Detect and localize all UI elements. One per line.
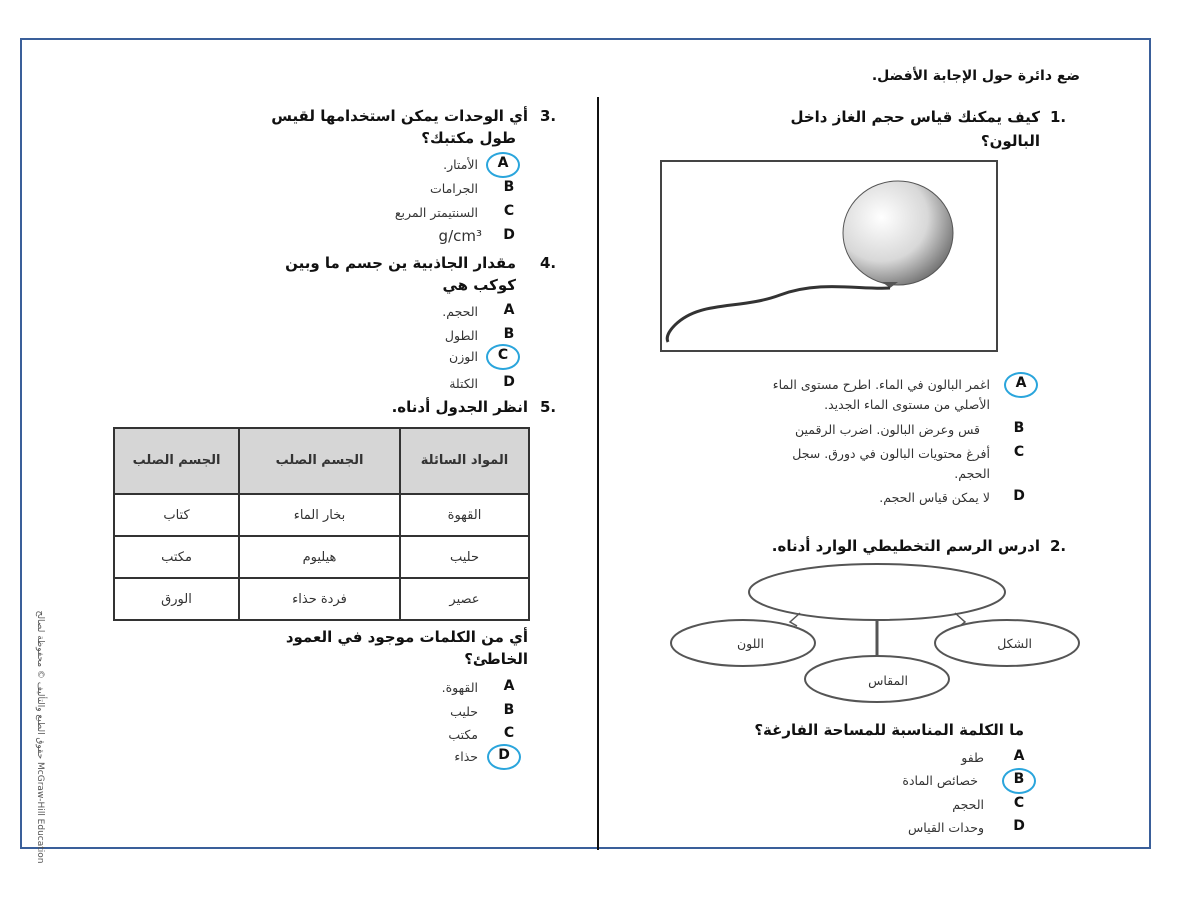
option-q2-a[interactable]: طفو xyxy=(961,750,984,765)
option-letter[interactable]: A xyxy=(503,302,515,318)
question-5-followup-line2: الخاطئ؟ xyxy=(464,650,528,668)
option-letter[interactable]: A xyxy=(497,155,509,171)
option-letter[interactable]: D xyxy=(503,374,515,390)
option-letter[interactable]: B xyxy=(503,326,515,342)
option-q1-d[interactable]: لا يمكن قياس الحجم. xyxy=(879,490,990,505)
option-letter[interactable]: C xyxy=(1013,795,1025,811)
table-cell: كتاب xyxy=(114,494,239,536)
question-5-followup-line1: أي من الكلمات موجود في العمود xyxy=(285,628,528,646)
question-2-text: ادرس الرسم التخطيطي الوارد أدناه. xyxy=(771,537,1040,555)
question-4-text-line1: مقدار الجاذبية ين جسم ما وبين xyxy=(285,254,516,272)
question-3-text-line2: طول مكتبك؟ xyxy=(421,129,516,147)
option-letter[interactable]: D xyxy=(1013,488,1025,504)
table-cell: بخار الماء xyxy=(239,494,400,536)
option-q1-c-line1[interactable]: أفرغ محتويات البالون في دورق. سجل xyxy=(792,446,990,461)
option-letter[interactable]: C xyxy=(1013,444,1025,460)
question-4-number: 4. xyxy=(540,254,557,272)
option-q3-b[interactable]: الجرامات xyxy=(430,181,478,196)
option-q3-a[interactable]: الأمتار. xyxy=(443,157,478,172)
option-letter[interactable]: C xyxy=(497,347,509,363)
question-5-number: 5. xyxy=(540,398,557,416)
balloon-image xyxy=(660,160,998,352)
question-4-text-line2: كوكب هي xyxy=(442,276,516,294)
option-q1-b[interactable]: قس وعرض البالون. اضرب الرقمين xyxy=(794,422,980,437)
option-letter[interactable]: D xyxy=(1013,818,1025,834)
table-row xyxy=(114,536,529,578)
question-2-number: 2. xyxy=(1050,537,1067,555)
option-q4-d[interactable]: الكتلة xyxy=(449,376,478,391)
table-cell: القهوة xyxy=(400,494,529,536)
option-letter[interactable]: A xyxy=(1013,748,1025,764)
option-q5-c[interactable]: مكتب xyxy=(448,727,478,742)
table-cell: الورق xyxy=(114,578,239,620)
table-header: الجسم الصلب xyxy=(239,428,400,494)
column-divider xyxy=(597,97,599,850)
table-cell: عصير xyxy=(400,578,529,620)
table-cell: حليب xyxy=(400,536,529,578)
matter-table xyxy=(113,427,530,621)
option-letter[interactable]: C xyxy=(503,203,515,219)
table-cell: هيليوم xyxy=(239,536,400,578)
option-q5-d[interactable]: حذاء xyxy=(454,749,478,764)
question-3-text-line1: أي الوحدات يمكن استخدامها لقيس xyxy=(271,107,528,125)
table-cell: فردة حذاء xyxy=(239,578,400,620)
option-q3-d[interactable]: g/cm³ xyxy=(438,227,482,245)
option-letter[interactable]: B xyxy=(1013,420,1025,436)
option-letter[interactable]: B xyxy=(503,702,515,718)
option-q5-b[interactable]: حليب xyxy=(450,704,478,719)
question-2-followup: ما الكلمة المناسبة للمساحة الفارغة؟ xyxy=(754,721,1024,739)
instructions: ضع دائرة حول الإجابة الأفضل. xyxy=(871,68,1080,84)
diagram-node-color: اللون xyxy=(736,636,764,651)
option-q2-d[interactable]: وحدات القياس xyxy=(908,820,984,835)
diagram-node-size: المقاس xyxy=(868,673,908,688)
option-letter[interactable]: A xyxy=(1015,375,1027,391)
question-1-text-line1: كيف يمكنك قياس حجم الغاز داخل xyxy=(790,108,1040,126)
option-q1-a-line2[interactable]: الأصلي من مستوى الماء الجديد. xyxy=(824,397,990,412)
option-letter[interactable]: D xyxy=(503,227,515,243)
option-q5-a[interactable]: القهوة. xyxy=(441,680,478,695)
copyright-vertical xyxy=(30,610,50,864)
option-letter[interactable]: B xyxy=(503,179,515,195)
option-letter[interactable]: A xyxy=(503,678,515,694)
option-q1-c-line2[interactable]: الحجم. xyxy=(954,466,990,481)
option-q2-b[interactable]: خصائص المادة xyxy=(902,773,978,788)
option-q4-b[interactable]: الطول xyxy=(444,328,478,343)
question-1-text-line2: البالون؟ xyxy=(980,132,1040,150)
option-q3-c[interactable]: السنتيمتر المربع xyxy=(394,205,478,220)
table-header: الجسم الصلب xyxy=(114,428,239,494)
table-header: المواد السائلة xyxy=(400,428,529,494)
diagram-node-shape: الشكل xyxy=(997,636,1032,651)
table-cell: مكتب xyxy=(114,536,239,578)
option-q2-c[interactable]: الحجم xyxy=(952,797,984,812)
question-3-number: 3. xyxy=(540,107,557,125)
option-letter[interactable]: B xyxy=(1013,771,1025,787)
option-letter[interactable]: D xyxy=(498,747,510,763)
option-letter[interactable]: C xyxy=(503,725,515,741)
question-5-text: انظر الجدول أدناه. xyxy=(391,398,528,416)
table-row xyxy=(114,494,529,536)
table-row xyxy=(114,578,529,620)
option-q4-c[interactable]: الوزن xyxy=(449,349,478,364)
option-q4-a[interactable]: الحجم. xyxy=(442,304,478,319)
question-1-number: 1. xyxy=(1050,108,1067,126)
option-q1-a-line1[interactable]: اغمر البالون في الماء. اطرح مستوى الماء xyxy=(772,377,990,392)
copyright-text: حقوق الطبع والتأليف © محفوظة لصالح McGraw-Hill Education xyxy=(35,610,45,864)
